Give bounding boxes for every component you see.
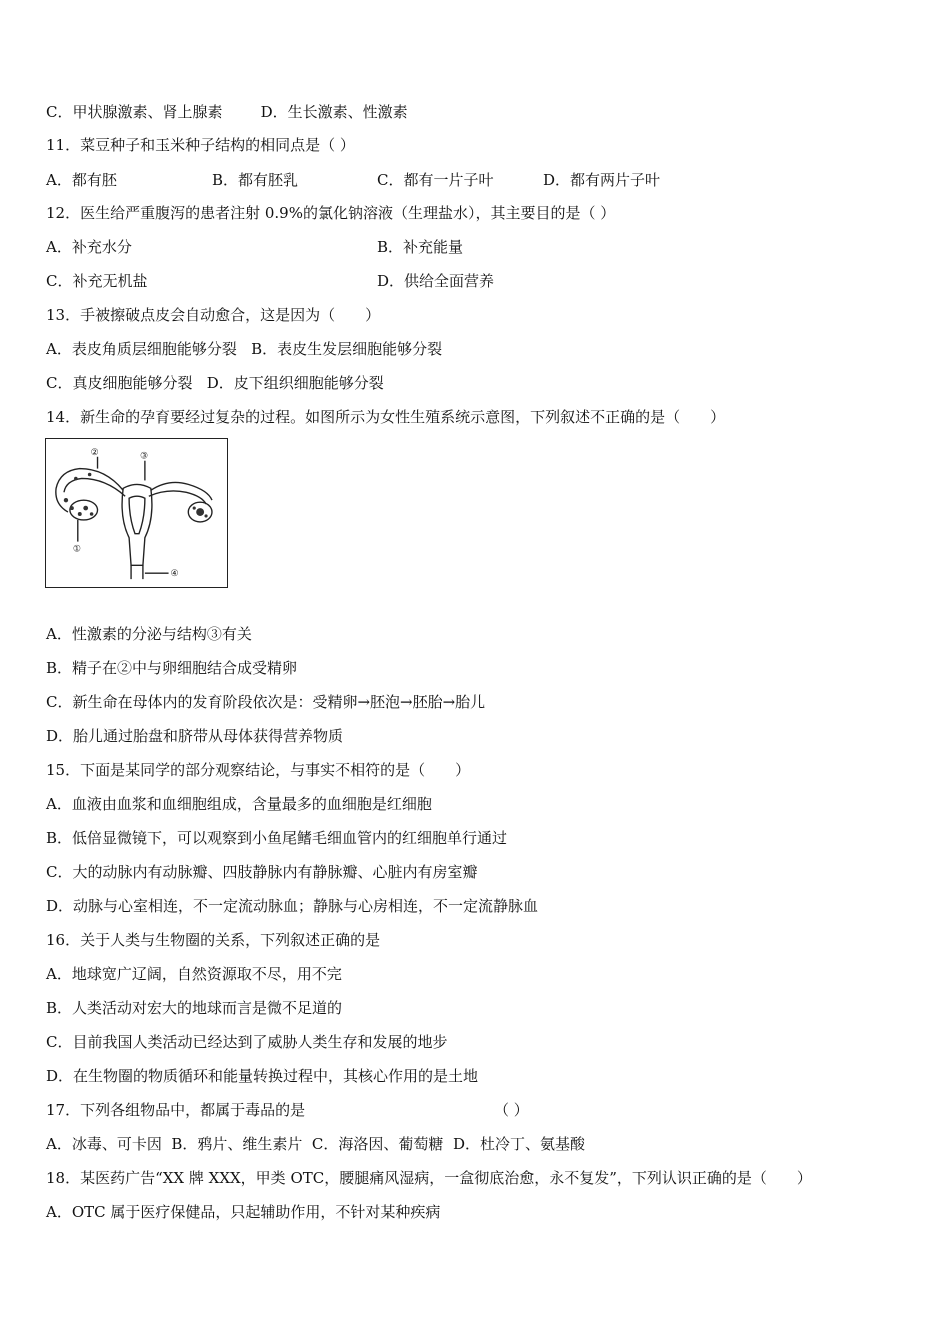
- q15-option-c: C．大的动脉内有动脉瓣、四肢静脉内有静脉瓣、心脏内有房室瓣: [46, 863, 478, 881]
- q16-option-b: B．人类活动对宏大的地球而言是微不足道的: [46, 999, 343, 1017]
- q13-options-ab: A．表皮角质层细胞能够分裂 B．表皮生发层细胞能够分裂: [46, 340, 443, 358]
- q12-option-b: B．补充能量: [377, 238, 464, 256]
- q11-option-d: D．都有两片子叶: [543, 171, 661, 189]
- q17-answer-paren: （ ）: [494, 1101, 529, 1119]
- label-3: ③: [139, 451, 148, 462]
- q11-question: 11．菜豆种子和玉米种子结构的相同点是（ ）: [46, 136, 355, 154]
- label-1b: ①: [72, 544, 81, 555]
- q18-question: 18．某医药广告“XX 牌 XXX，甲类 OTC，腰腿痛风湿病，一盒彻底治愈，永不复发”，下列认识正确的是（ ）: [46, 1169, 812, 1187]
- q15-option-d: D．动脉与心室相连，不一定流动脉血；静脉与心房相连，不一定流静脉血: [46, 897, 539, 915]
- q16-option-d: D．在生物圈的物质循环和能量转换过程中，其核心作用的是土地: [46, 1067, 479, 1085]
- label-4: ④: [170, 569, 179, 580]
- q14-option-c: C．新生命在母体内的发育阶段依次是：受精卵→胚泡→胚胎→胎儿: [46, 693, 486, 711]
- q11-option-c: C．都有一片子叶: [377, 171, 494, 189]
- q16-option-a: A．地球宽广辽阔，自然资源取不尽，用不完: [46, 965, 342, 983]
- female-reproductive-system-diagram: [45, 438, 228, 588]
- diagram-drawing: [46, 439, 227, 587]
- q14-option-a: A．性激素的分泌与结构③有关: [46, 625, 252, 643]
- q18-option-a: A．OTC 属于医疗保健品，只起辅助作用，不针对某种疾病: [46, 1203, 441, 1221]
- q16-option-c: C．目前我国人类活动已经达到了威胁人类生存和发展的地步: [46, 1033, 448, 1051]
- q14-option-d: D．胎儿通过胎盘和脐带从母体获得营养物质: [46, 727, 344, 745]
- label-1: ②: [90, 447, 99, 458]
- q12-option-d: D．供给全面营养: [377, 272, 495, 290]
- q17-question: 17．下列各组物品中，都属于毒品的是: [46, 1101, 306, 1119]
- q13-options-cd: C．真皮细胞能够分裂 D．皮下组织细胞能够分裂: [46, 374, 384, 392]
- q14-question: 14．新生命的孕育要经过复杂的过程。如图所示为女性生殖系统示意图，下列叙述不正确的是（ ）: [46, 408, 726, 426]
- q13-question: 13．手被擦破点皮会自动愈合，这是因为（ ）: [46, 306, 381, 324]
- q17-options: A．冰毒、可卡因 B．鸦片、维生素片 C．海洛因、葡萄糖 D．杜冷丁、氨基酸: [46, 1135, 585, 1153]
- q15-question: 15．下面是某同学的部分观察结论，与事实不相符的是（ ）: [46, 761, 471, 779]
- q16-question: 16．关于人类与生物圈的关系，下列叙述正确的是: [46, 931, 381, 949]
- q12-option-a: A．补充水分: [46, 238, 132, 256]
- q11-option-b: B．都有胚乳: [212, 171, 299, 189]
- q15-option-a: A．血液由血浆和血细胞组成，含量最多的血细胞是红细胞: [46, 795, 432, 813]
- q11-option-a: A．都有胚: [46, 171, 117, 189]
- q12-question: 12．医生给严重腹泻的患者注射 0.9%的氯化钠溶液（生理盐水），其主要目的是（ ）: [46, 204, 616, 222]
- q12-option-c: C．补充无机盐: [46, 272, 148, 290]
- q10-options-cd: C．甲状腺激素、肾上腺素 D．生长激素、性激素: [46, 103, 408, 121]
- q14-option-b: B．精子在②中与卵细胞结合成受精卵: [46, 659, 298, 677]
- q15-option-b: B．低倍显微镜下，可以观察到小鱼尾鳍毛细血管内的红细胞单行通过: [46, 829, 508, 847]
